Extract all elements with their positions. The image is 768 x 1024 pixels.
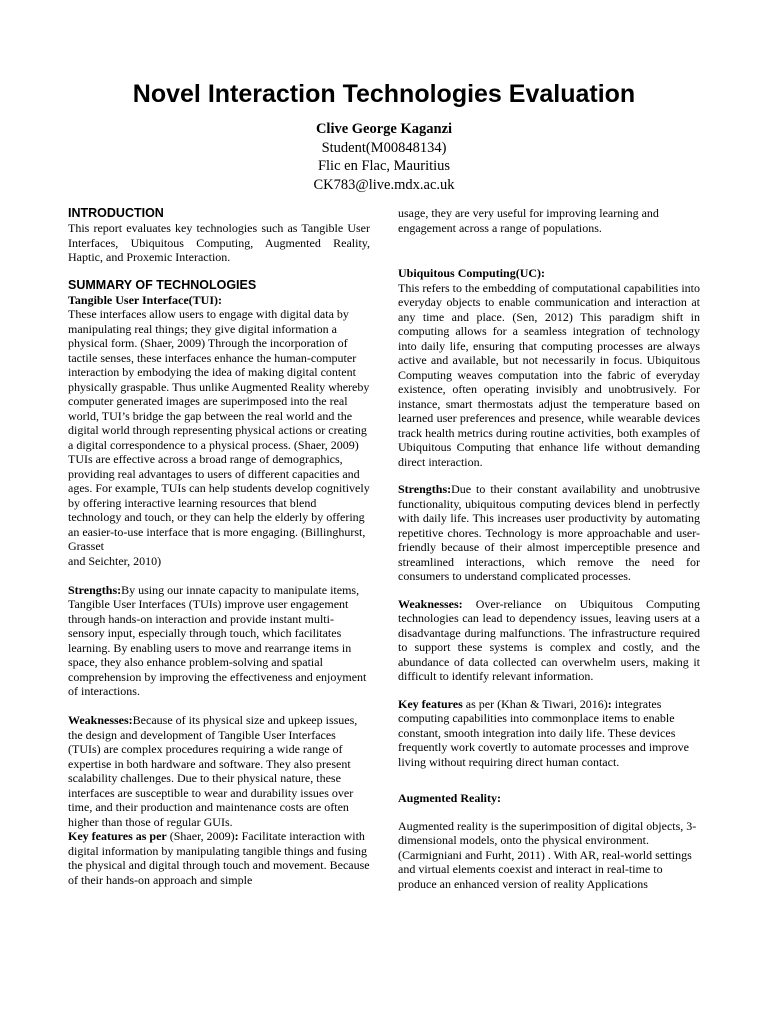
tui-text <box>68 307 370 568</box>
ar-text: Augmented reality is the superimposition of digital objects, 3-dimensional models, onto the physical environment. (Carmigniani and Furht, 2011) . With AR, real-world settings and virtual elements coexist and interact in real-time to produce an enhanced version of reality Applications <box>398 818 697 891</box>
author-email: CK783@live.mdx.ac.uk <box>313 176 455 193</box>
author-role: Student(M00848134) <box>321 139 447 156</box>
tui-strengths <box>68 583 370 699</box>
introduction-heading: INTRODUCTION <box>68 206 164 220</box>
uc-strengths <box>398 482 700 584</box>
uc-features-label: Key features <box>398 696 463 711</box>
uc-weaknesses-text: Over-reliance on Ubiquitous Computing technologies can lead to dependency issues, leaving users at a disadvantage during malfunctions. The infrastructure required to support these systems is complex and costly, and the abundance of data collected can overwhelm users, making it difficult to identify relevant information. <box>398 596 700 683</box>
right-column <box>398 206 700 891</box>
summary-heading: SUMMARY OF TECHNOLOGIES <box>68 277 257 292</box>
author-name: Clive George Kaganzi <box>315 121 453 137</box>
tui-continued-text: usage, they are very useful for improving learning and engagement across a range of populations. <box>398 206 659 235</box>
left-column <box>68 206 370 887</box>
uc-strengths-label: Strengths: <box>398 482 452 496</box>
uc-weaknesses-label: Weaknesses: <box>398 596 463 611</box>
tui-weaknesses-label: Weaknesses: <box>68 713 133 727</box>
uc-features-cite: as per (Khan & Tiwari, 2016) <box>462 696 608 711</box>
uc-key-features <box>398 697 700 770</box>
tui-features-text: Facilitate interaction with digital information by manipulating tangible things and fusing the physical and digital through touch and movement. Because of their hands-on approach and simple <box>68 829 370 887</box>
introduction-text: This report evaluates key technologies such as Tangible User Interfaces, Ubiquitous Computing, Augmented Reality, Haptic, and Proxemic Interaction. <box>68 221 370 264</box>
author-location: Flic en Flac, Mauritius <box>317 158 451 174</box>
uc-heading: Ubiquitous Computing(UC): <box>398 266 546 280</box>
tui-text-end: and Seichter, 2010) <box>68 553 162 568</box>
tui-strengths-text: By using our innate capacity to manipulate items, Tangible User Interfaces (TUIs) improve user engagement through hands-on interaction and provide instant multi-sensory input, especially through touch, which facilitates learning. By enabling users to move and rearrange items in space, they also enhance problem-solving and spatial comprehension by improving the effectiveness and enjoyment of interactions. <box>68 582 367 698</box>
tui-strengths-label: Strengths: <box>68 582 122 597</box>
tui-text-body: These interfaces allow users to engage with digital data by manipulating real things; they give digital information a physical form. (Shaer, 2009) Through the incorporation of tactile senses, these interfaces enhance the human-computer interaction by embodying the idea of making digital content physically graspable. Thus unlike Augmented Reality whereby computer generated images are superimposed into the real world, TUI’s bridge the gap between the real world and the digital world through representing physical actions or creating a digital correspondence to a physical process. (Shaer, 2009) TUIs are effective across a broad range of demographics, providing real advantages to users of different capacities and ages. For example, TUIs can help students develop cognitively by offering interactive learning resources that blend technology and touch, or they can help the elderly by offering an easier-to-use interface that is more engaging. (Billinghurst, Grasset <box>68 307 370 553</box>
author-block <box>0 120 768 194</box>
tui-key-features <box>68 829 370 887</box>
tui-weaknesses <box>68 713 370 829</box>
uc-weaknesses <box>398 597 700 684</box>
uc-strengths-text: Due to their constant availability and unobtrusive functionality, ubiquitous computing devices blend in perfectly with daily life. This increases user productivity by automating repetitive chores. Technology is more approachable and user-friendly because of their almost imperceptible presence and streamlined interactions, which remove the need for consumers to understand complicated processes. <box>398 482 700 583</box>
ar-heading: Augmented Reality: <box>398 791 501 805</box>
paper-title: Novel Interaction Technologies Evaluation <box>132 80 636 108</box>
uc-text: This refers to the embedding of computational capabilities into everyday objects to enable communication and interaction at any time and place. (Sen, 2012) This paradigm shift in computing allows for a seamless integration of technology into daily life, ensuring that computing processes are always active and available, but not necessarily in focus. Ubiquitous Computing weaves computation into the fabric of everyday existence, often operating invisibly and unobtrusively. For instance, smart thermostats adjust the temperature based on learned user preferences and presence, while wearable devices track health metrics during routine activities, both examples of Ubiquitous Computing that enhance life without demanding direct interaction. <box>398 280 700 469</box>
uc-features-text: integrates computing capabilities into commonplace items to enable constant, smooth integration into daily life. These devices frequently work covertly to automate processes and improve living without requiring direct human contact. <box>398 696 689 769</box>
tui-weaknesses-text: Because of its physical size and upkeep issues, the design and development of Tangible User Interfaces (TUIs) are complex procedures requiring a wide range of expertise in both hardware and software. They also present scalability challenges. Due to their physical nature, these interfaces are susceptible to wear and durability issues over time, and their production and maintenance costs are often higher than those of regular GUIs. <box>68 713 358 829</box>
uc-features-colon: : <box>607 696 612 711</box>
tui-heading: Tangible User Interface(TUI): <box>68 292 222 307</box>
tui-features-label: Key features as per <box>68 829 167 843</box>
tui-features-colon: : <box>234 829 239 843</box>
tui-features-cite: (Shaer, 2009) <box>166 829 235 843</box>
